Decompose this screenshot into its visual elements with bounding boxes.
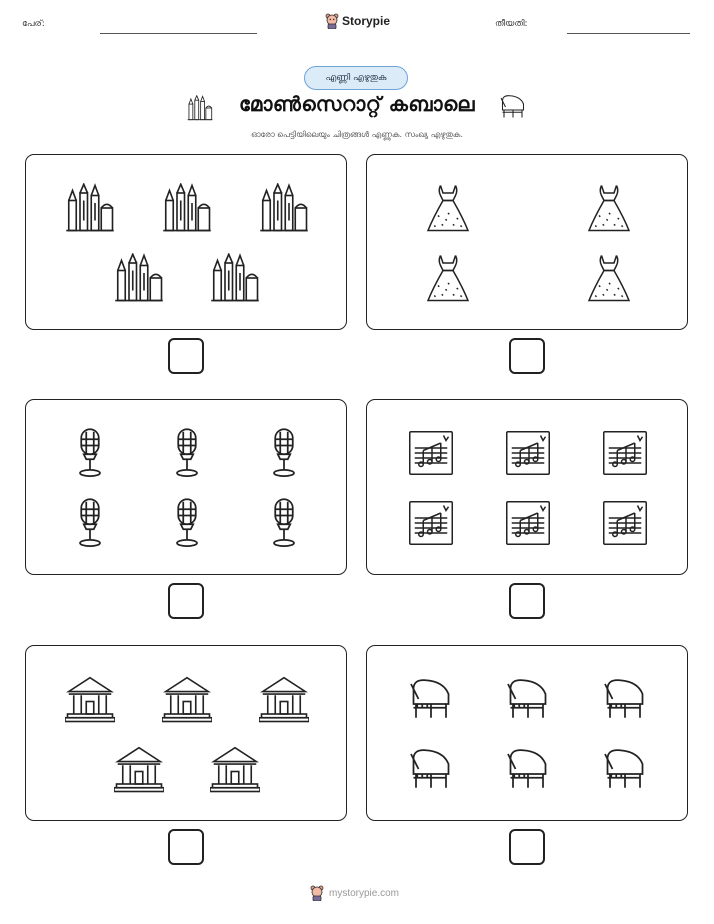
instructions: ഓരോ പെട്ടിയിലെയും ചിത്രങ്ങൾ എണ്ണുക. സംഖ്യ എഴുതുക.	[251, 130, 463, 139]
answer-box[interactable]	[509, 583, 545, 619]
counting-panel	[25, 154, 347, 330]
microphone-icon	[65, 498, 115, 548]
sheet-music-icon	[600, 498, 650, 548]
cathedral-icon	[114, 253, 164, 303]
worksheet-title: മോൺസെറാറ്റ് കബാലെ	[239, 92, 475, 116]
opera-house-icon	[65, 674, 115, 724]
opera-house-icon	[259, 674, 309, 724]
answer-box[interactable]	[168, 583, 204, 619]
footer	[310, 885, 399, 901]
brand-logo	[325, 13, 390, 29]
activity-badge: എണ്ണി എഴുതുക	[304, 66, 408, 90]
name-label: പേര്:	[22, 19, 45, 29]
footer-url[interactable]: mystorypie.com	[329, 887, 400, 899]
bear-mascot-icon	[310, 885, 324, 901]
cathedral-icon	[259, 183, 309, 233]
cathedral-icon	[65, 183, 115, 233]
counting-panel	[366, 399, 688, 575]
opera-house-icon	[162, 674, 212, 724]
grand-piano-icon	[406, 674, 456, 724]
cathedral-icon	[186, 95, 214, 121]
sheet-music-icon	[600, 428, 650, 478]
gown-icon	[423, 253, 473, 303]
grand-piano-icon	[600, 744, 650, 794]
answer-box[interactable]	[509, 338, 545, 374]
grand-piano-icon	[497, 92, 529, 122]
date-label: തീയതി:	[495, 19, 528, 29]
counting-panel	[366, 645, 688, 821]
name-line[interactable]	[100, 33, 257, 34]
opera-house-icon	[114, 744, 164, 794]
cathedral-icon	[210, 253, 260, 303]
answer-box[interactable]	[168, 829, 204, 865]
grand-piano-icon	[503, 744, 553, 794]
grand-piano-icon	[503, 674, 553, 724]
gown-icon	[584, 183, 634, 233]
microphone-icon	[259, 498, 309, 548]
grand-piano-icon	[406, 744, 456, 794]
counting-panel	[25, 645, 347, 821]
cathedral-icon	[162, 183, 212, 233]
opera-house-icon	[210, 744, 260, 794]
microphone-icon	[259, 428, 309, 478]
microphone-icon	[162, 498, 212, 548]
counting-panel	[25, 399, 347, 575]
brand-name: Storypie	[342, 14, 391, 28]
microphone-icon	[162, 428, 212, 478]
answer-box[interactable]	[168, 338, 204, 374]
microphone-icon	[65, 428, 115, 478]
gown-icon	[423, 183, 473, 233]
sheet-music-icon	[503, 428, 553, 478]
sheet-music-icon	[406, 428, 456, 478]
sheet-music-icon	[406, 498, 456, 548]
date-line[interactable]	[567, 33, 690, 34]
gown-icon	[584, 253, 634, 303]
sheet-music-icon	[503, 498, 553, 548]
answer-box[interactable]	[509, 829, 545, 865]
bear-mascot-icon	[325, 13, 339, 29]
counting-panel	[366, 154, 688, 330]
grand-piano-icon	[600, 674, 650, 724]
